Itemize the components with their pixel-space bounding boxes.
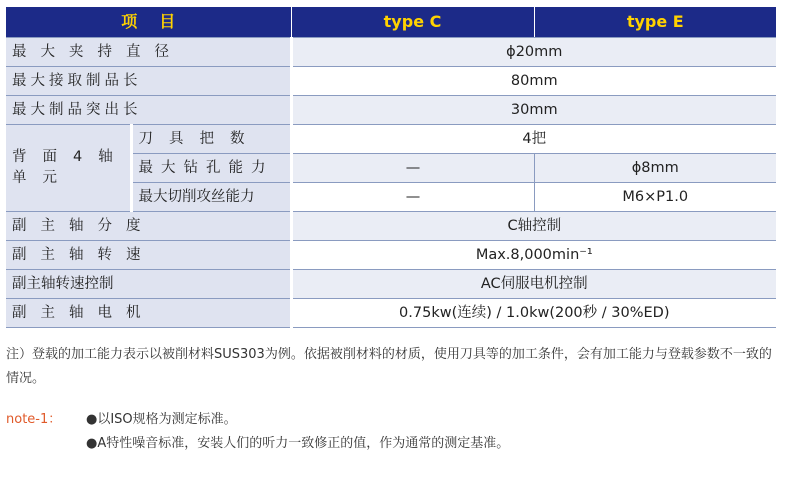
tap-type-c: — — [291, 183, 534, 212]
table-row — [6, 212, 776, 241]
row-label: 副主轴电机 — [6, 299, 291, 328]
table-row — [6, 38, 776, 67]
tools-value: 4把 — [291, 125, 776, 154]
drill-type-c: — — [291, 154, 534, 183]
row-label: 副主轴转速控制 — [6, 270, 291, 299]
tap-type-e: M6×P1.0 — [534, 183, 776, 212]
table-row — [6, 241, 776, 270]
row-value: C轴控制 — [291, 212, 776, 241]
row-label: 最大制品突出长 — [6, 96, 291, 125]
note-1-tag: note-1： — [6, 412, 62, 427]
header-row — [6, 7, 776, 38]
tap-label: 最大切削攻丝能力 — [131, 183, 291, 212]
row-value: 80mm — [291, 67, 776, 96]
row-label: 最大夹持直径 — [6, 38, 291, 67]
note-1-line: ●A特性噪音标准，安装人们的听力一致修正的值，作为通常的测定基准。 — [86, 436, 510, 451]
drill-type-e: ϕ8mm — [534, 154, 776, 183]
row-label: 副主轴分度 — [6, 212, 291, 241]
row-value: 30mm — [291, 96, 776, 125]
row-value: ϕ20mm — [291, 38, 776, 67]
drill-label: 最大钻孔能力 — [131, 154, 291, 183]
note-1-line: ●以ISO规格为测定标准。 — [86, 412, 237, 427]
row-value: AC伺服电机控制 — [291, 270, 776, 299]
table-row — [6, 299, 776, 328]
main-note: 注）登载的加工能力表示以被削材料SUS303为例。依据被削材料的材质，使用刀具等的加工条件，会有加工能力与登载参数不一致的情况。 — [6, 347, 772, 386]
header-item: 项目 — [6, 7, 291, 38]
row-value: 0.75kw(连续) / 1.0kw(200秒 / 30%ED) — [291, 299, 776, 328]
row-label: 副主轴转速 — [6, 241, 291, 270]
table-row — [6, 67, 776, 96]
header-type-c: type C — [291, 7, 534, 38]
tools-label: 刀具把数 — [131, 125, 291, 154]
note-1-list — [86, 408, 509, 456]
row-label: 最大接取制品长 — [6, 67, 291, 96]
row-value: Max.8,000min⁻¹ — [291, 241, 776, 270]
table-row — [6, 96, 776, 125]
spec-table — [6, 7, 776, 328]
header-type-e: type E — [534, 7, 776, 38]
table-row — [6, 125, 776, 154]
back-unit-label: 背面4轴单元 — [6, 125, 131, 212]
table-row — [6, 270, 776, 299]
